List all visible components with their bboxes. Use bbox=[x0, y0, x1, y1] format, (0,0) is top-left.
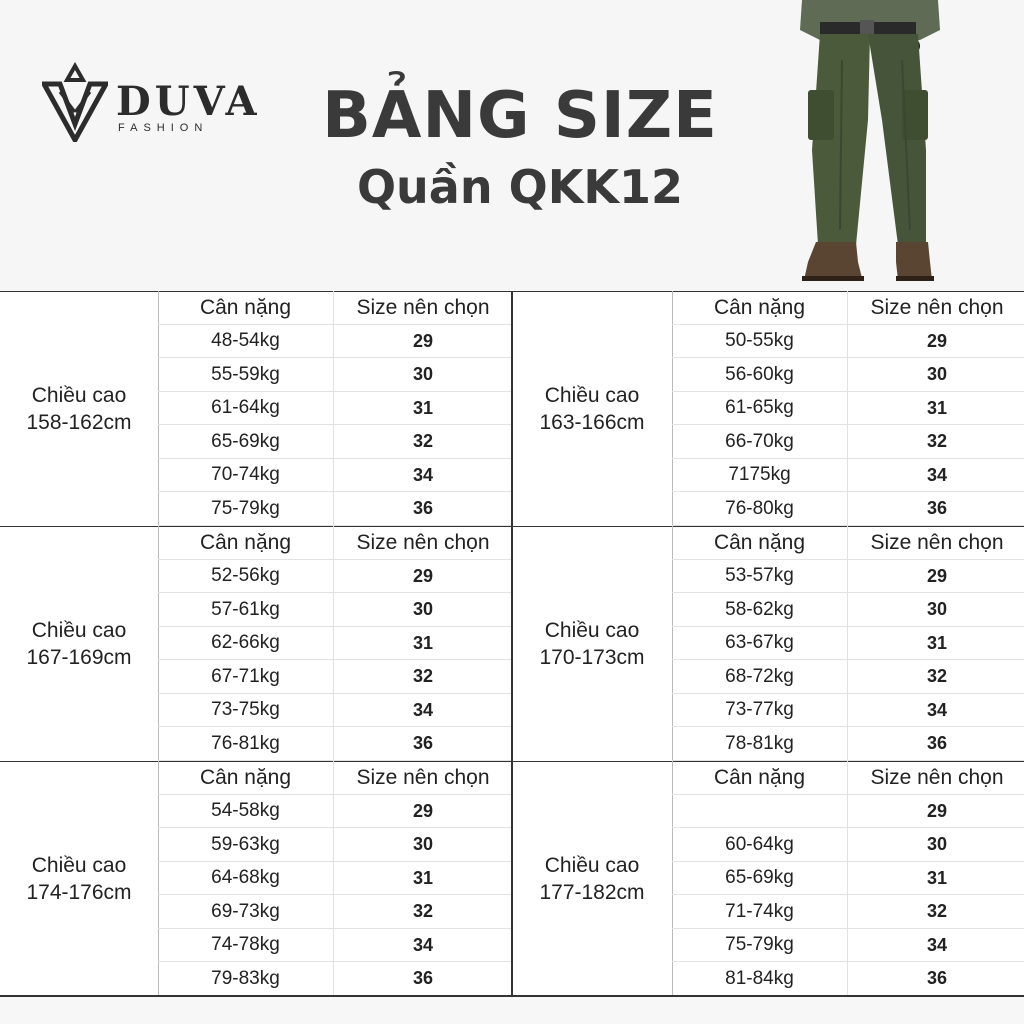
size-cell: 34 bbox=[412, 699, 434, 720]
table-row bbox=[158, 492, 512, 526]
table-row bbox=[672, 492, 1024, 526]
size-cell: 29 bbox=[926, 800, 948, 821]
weight-column-header: Cân nặng bbox=[158, 526, 334, 560]
table-row bbox=[158, 459, 512, 493]
table-row bbox=[672, 660, 1024, 694]
size-cell: 30 bbox=[926, 599, 948, 620]
brand-subtitle: FASHION bbox=[118, 122, 209, 134]
table-row bbox=[158, 694, 512, 728]
size-column-header: Size nên chọn bbox=[356, 295, 490, 319]
size-cell: 29 bbox=[926, 565, 948, 586]
weight-column-header: Cân nặng bbox=[158, 761, 334, 795]
weight-cell: 56-60kg bbox=[672, 358, 848, 392]
grid-header-row bbox=[672, 761, 1024, 795]
size-cell: 36 bbox=[412, 968, 434, 989]
size-table bbox=[0, 291, 1024, 996]
table-row bbox=[158, 962, 512, 996]
height-cell bbox=[512, 761, 672, 996]
page-title: BẢNG SIZE bbox=[322, 79, 718, 153]
table-row bbox=[672, 694, 1024, 728]
weight-cell: 73-77kg bbox=[672, 694, 848, 728]
weight-cell: 52-56kg bbox=[158, 560, 334, 594]
table-row bbox=[672, 862, 1024, 896]
height-label: Chiều cao bbox=[31, 618, 127, 642]
size-cell: 29 bbox=[412, 330, 434, 351]
size-cell: 32 bbox=[926, 901, 948, 922]
grid-header-row bbox=[672, 526, 1024, 560]
table-bottom-border bbox=[0, 995, 1024, 997]
size-cell: 30 bbox=[412, 364, 434, 385]
size-column-header: Size nên chọn bbox=[870, 295, 1004, 319]
table-row bbox=[158, 325, 512, 359]
size-grid bbox=[672, 761, 1024, 996]
size-cell: 32 bbox=[926, 431, 948, 452]
duva-logo-icon bbox=[42, 62, 108, 142]
size-cell: 34 bbox=[926, 464, 948, 485]
table-row bbox=[672, 727, 1024, 761]
size-cell: 36 bbox=[412, 498, 434, 519]
size-cell: 32 bbox=[412, 901, 434, 922]
weight-cell: 50-55kg bbox=[672, 325, 848, 359]
size-grid bbox=[672, 526, 1024, 761]
size-grid bbox=[672, 291, 1024, 526]
size-cell: 31 bbox=[412, 397, 434, 418]
size-grid bbox=[158, 526, 512, 761]
table-row bbox=[672, 425, 1024, 459]
grid-header-row bbox=[158, 526, 512, 560]
section-vertical-divider bbox=[511, 761, 513, 996]
weight-cell: 67-71kg bbox=[158, 660, 334, 694]
table-row bbox=[672, 560, 1024, 594]
table-row bbox=[672, 459, 1024, 493]
size-cell: 31 bbox=[412, 632, 434, 653]
height-label: Chiều cao bbox=[544, 853, 640, 877]
size-cell: 31 bbox=[926, 397, 948, 418]
height-cell bbox=[0, 291, 158, 526]
weight-cell: 76-81kg bbox=[158, 727, 334, 761]
weight-cell: 69-73kg bbox=[158, 895, 334, 929]
grid-header-row bbox=[672, 291, 1024, 325]
weight-cell: 63-67kg bbox=[672, 627, 848, 661]
page-subtitle: Quần QKK12 bbox=[356, 160, 684, 214]
table-row bbox=[672, 895, 1024, 929]
brand-name: DUVA bbox=[116, 78, 261, 125]
weight-column-header: Cân nặng bbox=[158, 291, 334, 325]
height-range: 177-182cm bbox=[539, 880, 645, 904]
weight-cell: 59-63kg bbox=[158, 828, 334, 862]
weight-cell: 62-66kg bbox=[158, 627, 334, 661]
height-label: Chiều cao bbox=[31, 853, 127, 877]
weight-cell: 73-75kg bbox=[158, 694, 334, 728]
height-label: Chiều cao bbox=[31, 383, 127, 407]
weight-cell bbox=[672, 795, 848, 829]
table-row bbox=[158, 795, 512, 829]
size-cell: 29 bbox=[926, 330, 948, 351]
table-row bbox=[158, 392, 512, 426]
weight-column-header: Cân nặng bbox=[672, 526, 848, 560]
height-range: 174-176cm bbox=[26, 880, 132, 904]
size-cell: 29 bbox=[412, 565, 434, 586]
weight-cell: 7175kg bbox=[672, 459, 848, 493]
weight-cell: 66-70kg bbox=[672, 425, 848, 459]
size-cell: 30 bbox=[926, 364, 948, 385]
weight-cell: 71-74kg bbox=[672, 895, 848, 929]
size-cell: 36 bbox=[412, 733, 434, 754]
table-row bbox=[158, 727, 512, 761]
weight-cell: 54-58kg bbox=[158, 795, 334, 829]
size-grid bbox=[158, 291, 512, 526]
size-cell: 34 bbox=[926, 934, 948, 955]
table-row bbox=[158, 425, 512, 459]
grid-header-row bbox=[158, 291, 512, 325]
size-cell: 30 bbox=[412, 599, 434, 620]
height-cell bbox=[0, 761, 158, 996]
size-column-header: Size nên chọn bbox=[356, 530, 490, 554]
size-cell: 34 bbox=[926, 699, 948, 720]
height-range: 163-166cm bbox=[539, 410, 645, 434]
height-cell bbox=[512, 526, 672, 761]
size-cell: 29 bbox=[412, 800, 434, 821]
weight-column-header: Cân nặng bbox=[672, 291, 848, 325]
table-row bbox=[158, 929, 512, 963]
size-cell: 32 bbox=[412, 431, 434, 452]
table-row bbox=[672, 627, 1024, 661]
grid-header-row bbox=[158, 761, 512, 795]
height-range: 167-169cm bbox=[26, 645, 132, 669]
weight-cell: 61-65kg bbox=[672, 392, 848, 426]
weight-cell: 65-69kg bbox=[158, 425, 334, 459]
table-row bbox=[672, 593, 1024, 627]
weight-cell: 57-61kg bbox=[158, 593, 334, 627]
size-cell: 32 bbox=[926, 666, 948, 687]
weight-cell: 68-72kg bbox=[672, 660, 848, 694]
size-cell: 30 bbox=[412, 834, 434, 855]
brand-logo bbox=[42, 62, 261, 142]
size-cell: 36 bbox=[926, 968, 948, 989]
size-grid bbox=[158, 761, 512, 996]
height-label: Chiều cao bbox=[544, 383, 640, 407]
table-row bbox=[672, 828, 1024, 862]
size-column-header: Size nên chọn bbox=[870, 530, 1004, 554]
table-row bbox=[672, 325, 1024, 359]
size-cell: 31 bbox=[412, 867, 434, 888]
height-cell bbox=[0, 526, 158, 761]
height-range: 170-173cm bbox=[539, 645, 645, 669]
table-row bbox=[158, 862, 512, 896]
height-label: Chiều cao bbox=[544, 618, 640, 642]
size-column-header: Size nên chọn bbox=[356, 765, 490, 789]
size-cell: 36 bbox=[926, 733, 948, 754]
table-row bbox=[672, 358, 1024, 392]
table-row bbox=[158, 358, 512, 392]
size-cell: 36 bbox=[926, 498, 948, 519]
table-row bbox=[158, 660, 512, 694]
weight-cell: 78-81kg bbox=[672, 727, 848, 761]
weight-cell: 74-78kg bbox=[158, 929, 334, 963]
table-row bbox=[672, 929, 1024, 963]
model-photo bbox=[790, 0, 950, 285]
table-row bbox=[158, 895, 512, 929]
size-cell: 30 bbox=[926, 834, 948, 855]
weight-cell: 64-68kg bbox=[158, 862, 334, 896]
header bbox=[0, 0, 1024, 290]
table-row bbox=[158, 560, 512, 594]
height-range: 158-162cm bbox=[26, 410, 132, 434]
table-row bbox=[672, 795, 1024, 829]
section-vertical-divider bbox=[511, 291, 513, 526]
size-cell: 32 bbox=[412, 666, 434, 687]
weight-cell: 48-54kg bbox=[158, 325, 334, 359]
weight-cell: 75-79kg bbox=[672, 929, 848, 963]
weight-cell: 70-74kg bbox=[158, 459, 334, 493]
table-row bbox=[158, 828, 512, 862]
weight-cell: 81-84kg bbox=[672, 962, 848, 996]
weight-cell: 58-62kg bbox=[672, 593, 848, 627]
weight-cell: 79-83kg bbox=[158, 962, 334, 996]
size-column-header: Size nên chọn bbox=[870, 765, 1004, 789]
weight-cell: 76-80kg bbox=[672, 492, 848, 526]
weight-cell: 55-59kg bbox=[158, 358, 334, 392]
weight-cell: 75-79kg bbox=[158, 492, 334, 526]
table-row bbox=[672, 962, 1024, 996]
table-row bbox=[158, 593, 512, 627]
height-cell bbox=[512, 291, 672, 526]
weight-cell: 60-64kg bbox=[672, 828, 848, 862]
weight-cell: 61-64kg bbox=[158, 392, 334, 426]
weight-cell: 53-57kg bbox=[672, 560, 848, 594]
size-cell: 31 bbox=[926, 632, 948, 653]
weight-column-header: Cân nặng bbox=[672, 761, 848, 795]
section-vertical-divider bbox=[511, 526, 513, 761]
size-cell: 31 bbox=[926, 867, 948, 888]
size-cell: 34 bbox=[412, 464, 434, 485]
table-row bbox=[672, 392, 1024, 426]
weight-cell: 65-69kg bbox=[672, 862, 848, 896]
size-cell: 34 bbox=[412, 934, 434, 955]
table-row bbox=[158, 627, 512, 661]
